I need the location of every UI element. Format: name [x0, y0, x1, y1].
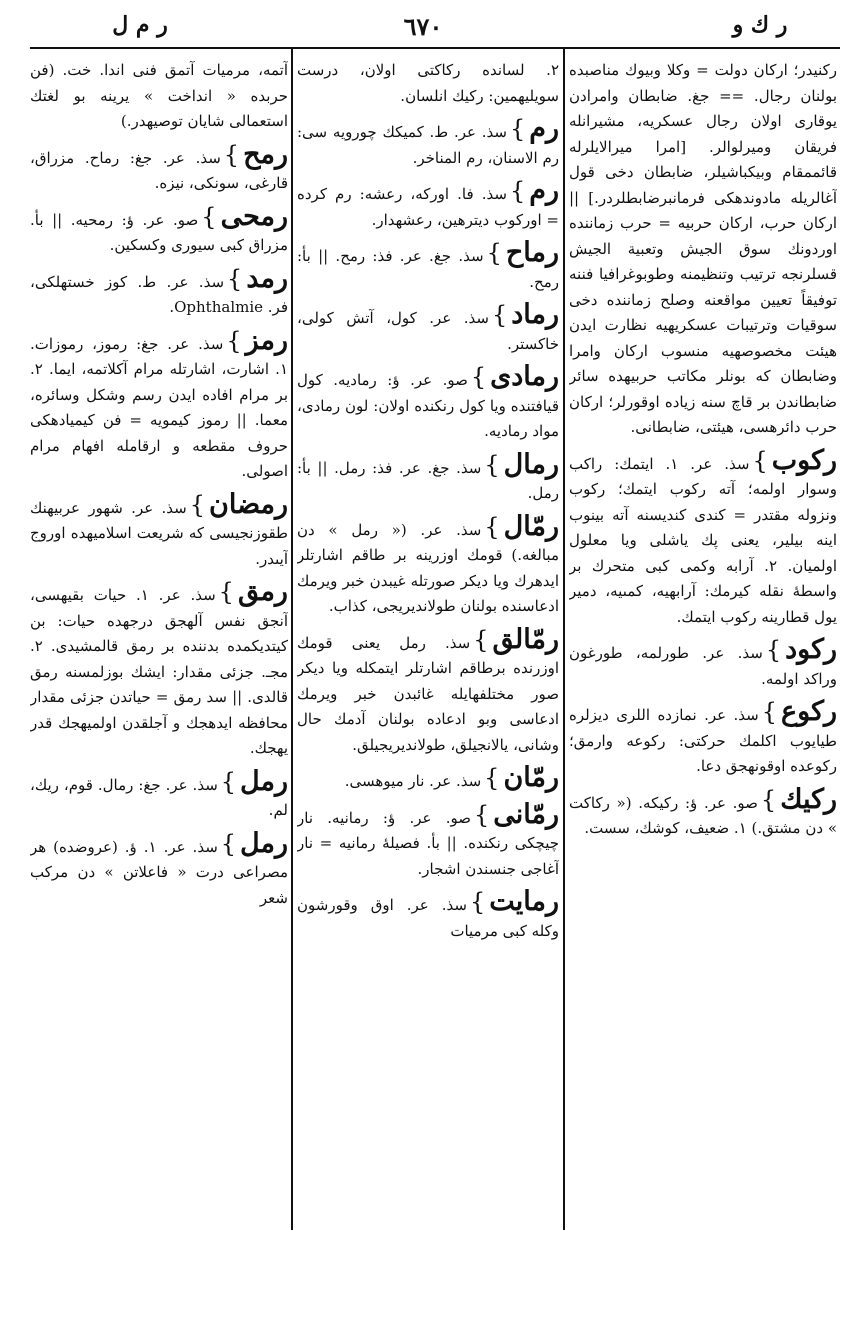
header-rule — [30, 47, 840, 49]
headword: رم — [529, 113, 559, 144]
dictionary-entry — [569, 783, 837, 842]
column-divider-right — [563, 49, 565, 1230]
dictionary-entry — [297, 762, 559, 795]
headword: رمّان — [503, 762, 559, 793]
headword: رمق — [237, 576, 288, 607]
brace-icon: } — [509, 115, 526, 143]
running-head-left: ر م ل — [112, 12, 168, 38]
dictionary-entry — [30, 138, 288, 197]
headword: رمح — [243, 138, 288, 170]
entry-text: سذ. عر. (« رمل » دن مبالغه.) قومك اوزرينه بر طاقم اشارتلر ايدهرك ويا ديكر صورتله غيبدن خبر ويرمك ادعاسنده بولنان طولانديريجى، كذاب. — [297, 520, 559, 615]
headword: رمحى — [220, 200, 288, 232]
headword: رمادى — [490, 361, 559, 392]
brace-icon: } — [491, 301, 508, 329]
entry-text: سذ. عر. جغ: رمال. قوم، ريك، لم. — [30, 775, 288, 819]
brace-icon: } — [226, 326, 242, 355]
dictionary-entry — [297, 113, 559, 171]
brace-icon: } — [752, 446, 768, 475]
brace-icon: } — [484, 764, 500, 792]
entry-text: صو. عر. ؤ: رماديه. كول قيافتنده ويا كول رنكنده اولان: لون رمادى، مواد رماديه. — [297, 371, 559, 440]
entry-text: سذ. عر. ١. ايتمك: راكب وسوار اولمه؛ آته ركوب ايتمك؛ ركوب ونزوله مقتدر = كندى كنديسنه آته بينوب اينه بيلير، يعنى پك ياشلى ويا معلول اولميان. ٢. آرابه وكمى كبى متحرك بر واسطهٔ نقله كيرمك: آرابهيه، كمىيه، دمير يول قطارينه ركوب ايتمك. — [569, 454, 837, 626]
entry-text: صو. عر. ؤ: رمانيه. نار چيچكى رنكنده. || بأ. فصيلهٔ رمانيه = نار آغاجى جنسندن اشجار. — [297, 808, 559, 878]
entry-text: سذ. عر. ١. ؤ. (عروضده) هر مصراعى درت « فاعلاتن » دن مركب شعر — [30, 837, 288, 907]
dictionary-entry — [30, 200, 288, 259]
entry-text: سذ. عر. جغ: رموز، رموزات. ١. اشارت، اشارتله مرام آكلاتمه، ايما. ٢. بر مرام افاده ايدن رسم وشكل وسائره، معما. || رموز كيمويه = فن كيميادهكى حروف مقطعه و ارقامله افهام مرام اصولى. — [30, 334, 288, 480]
headword: رماد — [511, 299, 559, 330]
column-middle — [297, 58, 559, 1228]
brace-icon: } — [484, 450, 500, 479]
brace-icon: } — [220, 829, 237, 858]
dictionary-entry — [569, 634, 837, 692]
brace-icon: } — [470, 363, 487, 391]
dictionary-entry — [569, 58, 837, 441]
headword: رم — [529, 175, 559, 206]
dictionary-entry — [297, 237, 559, 295]
headword: رمّالق — [492, 623, 559, 655]
headword: ركود — [785, 634, 837, 665]
column-right — [569, 58, 837, 1228]
entry-text: سذ. عر. اوق وقورشون وكله كبى مرميات — [297, 896, 559, 940]
dictionary-entry — [297, 886, 559, 944]
headword: رمل — [240, 827, 288, 859]
dictionary-entry — [297, 510, 559, 620]
entry-text: صو. عر. ؤ: ركيكه. (« ركاكت » دن مشتق.) ١. ضعيف، كوشك، سست. — [569, 793, 837, 837]
page-header — [0, 0, 847, 52]
page-number: ٦٧٠ — [403, 12, 443, 41]
dictionary-entry — [297, 175, 559, 233]
brace-icon: } — [473, 800, 490, 829]
dictionary-entry — [297, 623, 559, 759]
column-left — [30, 58, 288, 1228]
entry-text: سذ. عر. ط. كوز خستهلكى، فر. Ophthalmie. — [30, 272, 288, 316]
dictionary-entry — [30, 827, 288, 912]
dictionary-entry — [30, 58, 288, 135]
entry-text: سذ. فا. اوركه، رعشه: رم كرده = اوركوب ديترهين، رعشهدار. — [297, 185, 559, 229]
brace-icon: } — [189, 490, 206, 519]
brace-icon: } — [220, 767, 237, 796]
column-divider-left — [291, 49, 293, 1230]
headword: ركوب — [771, 444, 837, 476]
headword: رمز — [245, 324, 288, 356]
entry-text: سذ. عر. طورلمه، طورغون وراكد اولمه. — [569, 644, 837, 688]
brace-icon: } — [469, 888, 486, 916]
entry-text: آتمه، مرميات آتمق فنى اندا. خت. (فن حربده « انداخت » يرينه بو لغتك استعمالى شايان توصيهدر.) — [30, 61, 288, 130]
brace-icon: } — [761, 698, 778, 726]
headword: ركيك — [780, 783, 837, 815]
entry-text: ركنيدر؛ اركان دولت = وكلا وبيوك مناصبده بولنان رجال. == جغ. ضابطان وامرادن يوقارى اولان رجال عسكريه، مشيرانله فريقان وميرلوالر. [امرا ميرالايلرله قائممقام وبيكباشيلر، ضابطان دخى قول آغالريله مادوندهكى فرمانبرضابطلردر.] || اركان حرب، اركان حربيه = حرب زماننده اوردونك سوق الجيش وتعبية الجيش قسلرنجه ترتيب وتنظيمنه وطوبوغرافيا فننه توفيقاً تعيين مواقعنه وصلح زماننده دخى سوقيات وترتيبات عسكريهيه نظارت ايدن هيئت مخصوصهيه منسوب اركان وامرا وضابطان كه بونلر مكاتب حربيهده سائر ضابطاندن بر قاچ سنه زياده اوقورلر؛ اركان حرب دائرهسى، هيئتى، ضابطانى. — [569, 61, 837, 436]
dictionary-entry — [297, 448, 559, 507]
headword: رمايت — [489, 886, 559, 917]
dictionary-entry — [297, 798, 559, 883]
dictionary-entry — [30, 262, 288, 321]
brace-icon: } — [227, 264, 243, 293]
entry-text: ٢. لسانده ركاكتى اولان، درست سويليهمين: ركيك انلسان. — [297, 61, 559, 105]
headword: رمال — [503, 448, 559, 480]
entry-text: سذ. عر. نار ميوهسى. — [344, 772, 482, 790]
dictionary-entry — [30, 765, 288, 824]
brace-icon: } — [223, 140, 240, 169]
dictionary-entry — [297, 58, 559, 109]
dictionary-entry — [569, 696, 837, 780]
brace-icon: } — [760, 785, 777, 814]
headword: رمد — [246, 262, 288, 294]
brace-icon: } — [484, 512, 500, 541]
entry-text: سذ. عر. شهور عربيهنك طقوزنجيسى كه شريعت اسلاميهده اوروج آيىدر. — [30, 498, 288, 568]
dictionary-entry — [297, 299, 559, 357]
headword: رمّال — [503, 510, 559, 542]
entry-text: سذ. جغ. عر. فذ: رمح. || بأ: رمح. — [297, 247, 559, 291]
entry-text: سذ. جغ. عر. فذ: رمل. || بأ: رمل. — [297, 458, 559, 502]
brace-icon: } — [218, 578, 234, 606]
dictionary-entry — [30, 576, 288, 762]
brace-icon: } — [509, 177, 526, 205]
entry-text: صو. عر. ؤ: رمحيه. || بأ. مزراق كبى سيورى وكسكين. — [30, 210, 288, 254]
brace-icon: } — [486, 239, 502, 267]
dictionary-entry — [30, 488, 288, 573]
headword: ركوع — [781, 696, 837, 727]
entry-text: سذ. عر. نمازده اللرى ديزلره طيايوب اكلمك حركتى: ركوعه وارمق؛ ركوعده اوقونهجق دعا. — [569, 706, 837, 775]
brace-icon: } — [473, 625, 489, 654]
headword: رمل — [240, 765, 288, 797]
dictionary-entry — [30, 324, 288, 485]
headword: رماح — [505, 237, 559, 268]
dictionary-entry — [297, 361, 559, 445]
entry-text: سذ. عر. ١. حيات بقيهسى، آنجق نفس آلهجق درجهده حيات: بن كيتديكمده بدننده بر رمق قالمشيدى. ٢. مجـ. جزئى مقدار: ايشك بوزلمسنه رمق قالدى. || سد رمق = حياتدن جزئى مقدار محافظه ايدهجك و آجلقدن اولميهجك قدر يهجك. — [30, 586, 288, 757]
entry-text: سذ. عر. كول، آتش كولى، خاكستر. — [297, 309, 559, 353]
entry-text: سذ. عر. ط. كميكك چورويه سى: رم الاسنان، رم المناخر. — [297, 123, 559, 167]
headword: رمّانى — [493, 798, 559, 830]
headword: رمضان — [209, 488, 288, 520]
dictionary-entry — [569, 444, 837, 631]
running-head-right: ر ك و — [732, 12, 788, 38]
entry-text: سذ. رمل يعنى قومك اوزرنده برطاقم اشارتلر ايتمكله ويا ديكر صور مختلفهايله غائبدن خبر ويرمك ادعاسى وبو ادعاده بولنان آدمك حال وشانى، يالانجيلق، طولانديريجيلق. — [297, 633, 559, 754]
brace-icon: } — [765, 636, 782, 664]
brace-icon: } — [201, 202, 217, 231]
entry-text: سذ. عر. جغ: رماح. مزراق، قارغى، سونكى، نيزه. — [30, 148, 288, 192]
